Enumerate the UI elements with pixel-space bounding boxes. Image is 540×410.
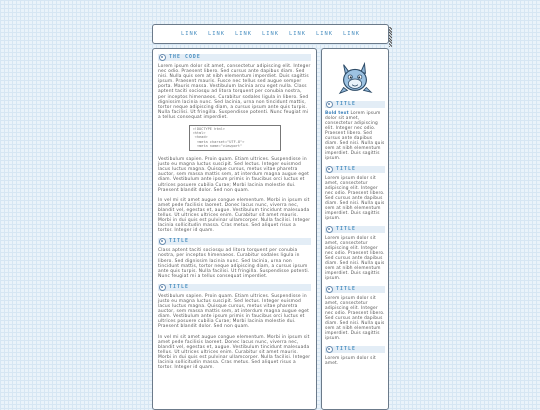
section-title: TITLE (169, 284, 189, 290)
section-header (158, 54, 311, 61)
circle-bullet-icon (159, 238, 166, 245)
sidebar (321, 48, 389, 410)
sidebar-title: TITLE (336, 102, 356, 107)
nav-link-3[interactable]: LINK (235, 31, 252, 37)
circle-bullet-icon (326, 101, 333, 108)
section-title: THE CODE (169, 55, 201, 60)
paragraph: Vestibulum sapien. Proin quam. Etiam ultrices. Suspendisse in justo eu magna luctus suscipit. Sed lectus. Integer euismod lacus luctus magna. Quisque cursus, metus vitae pharetra auctor, sem massa mattis sem, at interdum magna augue eget diam. Vestibulum ante ipsum primis in faucibus orci luctus et ultrices posuere cubilia Curae; Morbi lacinia molestie dui. Praesent blandit dolor. Sed non quam. (158, 157, 310, 193)
nav-list (153, 25, 388, 43)
circle-bullet-icon (326, 226, 333, 233)
code-line: <meta charset="UTF-8"> (192, 139, 245, 144)
sidebar-title: TITLE (336, 347, 356, 352)
sidebar-paragraph: Lorem ipsum dolor sit amet, consectetur adipiscing elit. Integer nec odio. Praesent libero. Sed cursus ante dapibus diam. Sed nisi. Nulla quis sem at nibh elementum imperdiet. Duis sagittis ipsum. (325, 296, 385, 341)
sidebar-title: TITLE (336, 227, 356, 232)
nav-link-2[interactable]: LINK (208, 31, 226, 37)
blue-creature-icon (336, 59, 374, 97)
nav-link-6[interactable]: LINK (315, 31, 333, 37)
section-header (158, 284, 311, 291)
code-line: <html> (192, 131, 206, 136)
code-line: <!DOCTYPE html> (192, 127, 225, 132)
sidebar-header (325, 346, 385, 353)
top-nav (152, 24, 389, 44)
circle-bullet-icon (159, 54, 166, 61)
main-content (152, 48, 317, 410)
sidebar-header (325, 286, 385, 293)
circle-bullet-icon (326, 286, 333, 293)
paragraph: Class aptent taciti sociosqu ad litora torquent per conubia nostra, per inceptos himenaeos. Curabitur sodales ligula in libero. Sed dignissim lacinia nunc. Sed lacinia, urna non tincidunt mattis, tortor neque adipiscing diam, a cursus ipsum ante quis turpis. Nulla facilisi. Ut fringilla. Suspendisse potenti. Nunc feugiat mi a tellus consequat imperdiet. (158, 248, 310, 279)
sidebar-paragraph: Lorem ipsum dolor sit amet, consectetur adipiscing elit. Integer nec odio. Praesent libero. Sed cursus ante dapibus diam. Sed nisi. Nulla quis sem at nibh elementum imperdiet. Duis sagittis ipsum. (325, 236, 385, 281)
circle-bullet-icon (159, 284, 166, 291)
paragraph: In vel mi sit amet augue congue elementum. Morbi in ipsum sit amet pede facilisis laoreet. Donec lacus nunc, viverra nec, blandit vel, egestas et, augue. Vestibulum tincidunt malesuada tellus. Ut ultrices ultrices enim. Curabitur sit amet mauris. Morbi in dui quis est pulvinar ullamcorper. Nulla facilisi. Integer lacinia sollicitudin massa. Cras metus. Sed aliquet risus a tortor. Integer id quam. (158, 197, 311, 234)
sidebar-title: TITLE (336, 167, 356, 172)
sidebar-paragraph (325, 111, 385, 161)
nav-link-4[interactable]: LINK (262, 31, 279, 37)
nav-link-5[interactable]: LINK (288, 31, 306, 37)
code-line: <head> (192, 135, 208, 140)
paragraph: Lorem ipsum dolor sit amet, consectetur adipiscing elit. Integer nec odio. Praesent libero. Sed cursus ante dapibus diam. Sed nisi. Nulla quis sem at nibh elementum imperdiet. Duis sagittis ipsum. Praesent mauris. Fusce nec tellus sed augue semper porta. Mauris massa. Vestibulum lacinia arcu eget nulla. Class aptent taciti sociosqu ad litora torquent per conubia nostra, per inceptos himenaeos. Curabitur sodales ligula in libero. Sed dignissim lacinia nunc. Sed lacinia, urna non tincidunt mattis, tortor neque adipiscing diam, a cursus ipsum ante quis turpis. Nulla facilisi. Ut fringilla. Suspendisse potenti. Nunc feugiat mi a tellus consequat imperdiet. (158, 64, 311, 120)
sidebar-text: Lorem ipsum dolor sit amet, consectetur adipiscing elit. Integer nec odio. Praesent libero. Sed cursus ante dapibus diam. Sed nisi. Nulla quis sem at nibh elementum imperdiet. Duis sagittis ipsum. (325, 111, 385, 161)
circle-bullet-icon (326, 166, 333, 173)
nav-link-7[interactable]: LINK (342, 31, 360, 37)
sidebar-header (325, 166, 385, 173)
code-block (189, 125, 281, 151)
section-title: TITLE (169, 239, 189, 245)
sidebar-paragraph: Lorem ipsum dolor sit amet, consectetur adipiscing elit. Integer nec odio. Praesent libero. Sed cursus ante dapibus diam. Sed nisi. Nulla quis sem at nibh elementum imperdiet. Duis sagittis ipsum. (325, 176, 385, 221)
sidebar-paragraph: Lorem ipsum dolor sit amet. (325, 356, 376, 366)
code-line: <meta name="viewport" (192, 143, 243, 148)
nav-link-1[interactable]: LINK (181, 31, 199, 37)
bold-text: Bold text (325, 111, 349, 116)
circle-bullet-icon (326, 346, 333, 353)
paragraph: Vestibulum sapien. Proin quam. Etiam ultrices. Suspendisse in justo eu magna luctus suscipit. Sed lectus. Integer euismod lacus luctus magna. Quisque cursus, metus vitae pharetra auctor, sem massa mattis sem, at interdum magna augue eget diam. Vestibulum ante ipsum primis in faucibus orci luctus et ultrices posuere cubilia Curae; Morbi lacinia molestie dui. Praesent blandit dolor. Sed non quam. (158, 293, 310, 330)
section-header (158, 238, 311, 245)
paragraph: In vel mi sit amet augue congue elementum. Morbi in ipsum sit amet pede facilisis laoreet. Donec lacus nunc, viverra nec, blandit vel, egestas et, augue. Vestibulum tincidunt malesuada tellus. Ut ultrices ultrices enim. Curabitur sit amet mauris. Morbi in dui quis est pulvinar ullamcorper. Nulla facilisi. Integer lacinia sollicitudin massa. Cras metus. Sed aliquet risus a tortor. Integer id quam. (158, 334, 311, 371)
sidebar-title: TITLE (336, 287, 356, 292)
sidebar-header (325, 226, 385, 233)
sidebar-header (325, 101, 385, 108)
